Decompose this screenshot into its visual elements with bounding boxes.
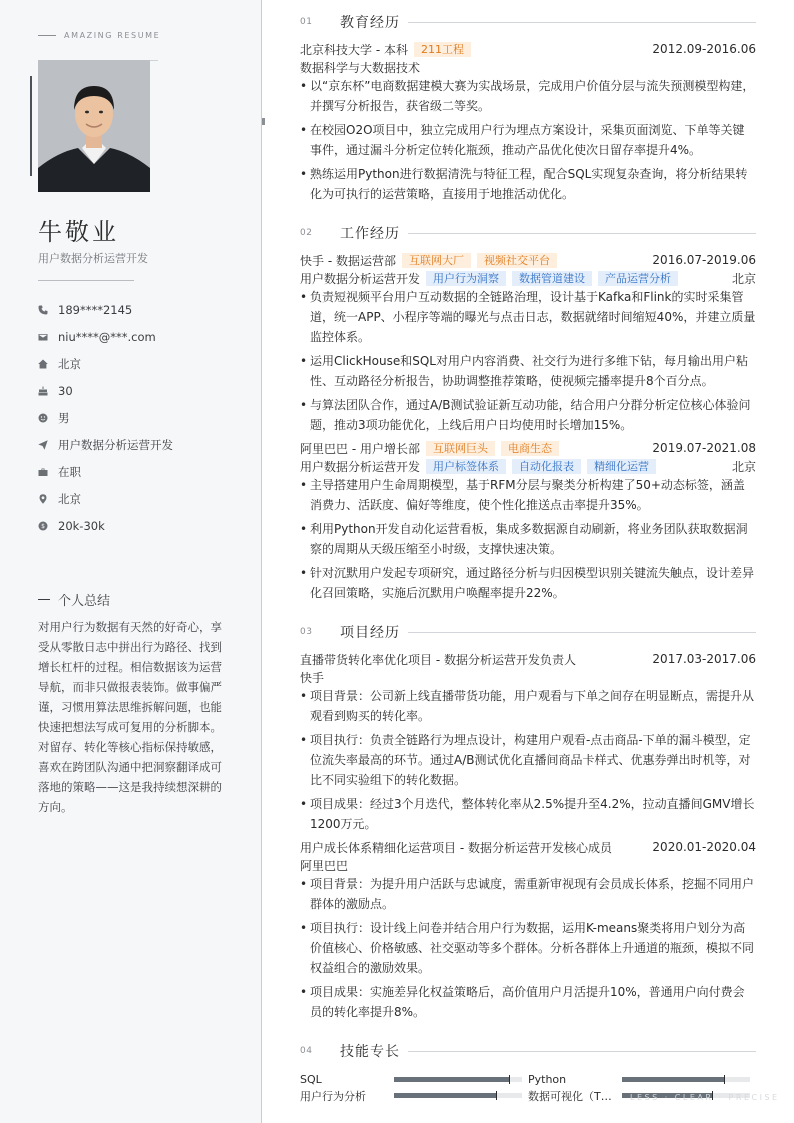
skill-name: 数据可视化（T… [528, 1089, 612, 1103]
skill-name: 用户行为分析 [300, 1089, 366, 1103]
role-tag: 自动化报表 [512, 459, 581, 474]
section-number: 03 [300, 627, 313, 637]
section-project-header [300, 622, 756, 642]
location-icon [38, 494, 58, 504]
section-number: 01 [300, 17, 313, 27]
money-icon [38, 521, 58, 531]
list-item: • 项目执行：负责全链路行为埋点设计，构建用户观看-点击商品-下单的漏斗模型，定位流失率最高的环节。通过A/B测试优化直播间商品卡样式、优惠券弹出时机等，对比不同实验组下的转化数据。 [300, 733, 751, 787]
watermark: LESS · CLEAR · PRECISE [630, 1093, 780, 1102]
work-company-row [300, 251, 756, 269]
skill-fill [394, 1093, 496, 1098]
education-major-row [300, 58, 756, 76]
project-title: 用户成长体系精细化运营项目 - 数据分析运营开发核心成员 [300, 840, 612, 855]
section-number: 04 [300, 1046, 313, 1056]
list-item: • 主导搭建用户生命周期模型，基于RFM分层与聚类分析构建了50+动态标签，涵盖消费力、活跃度、偏好等维度，使个性化推送点击率提升35%。 [300, 478, 745, 512]
work-role: 用户数据分析运营开发 [300, 271, 421, 286]
work-company: 阿里巴巴 - 用户增长部 [300, 441, 420, 456]
summary-title: 个人总结 [58, 594, 111, 609]
skill-name: Python [528, 1073, 567, 1086]
education-tag: 211工程 [414, 42, 471, 57]
project-title: 直播带货转化率优化项目 - 数据分析运营开发负责人 [300, 652, 576, 667]
skill-fill [622, 1077, 724, 1082]
title-divider [38, 280, 134, 281]
section-rule [408, 22, 756, 23]
skill-item [300, 1073, 528, 1086]
work-role-row [300, 269, 756, 287]
project-org: 阿里巴巴 [300, 858, 349, 873]
info-target-role [38, 431, 248, 458]
avatar [38, 60, 150, 192]
project-org: 快手 [300, 670, 325, 685]
role-tag: 用户标签体系 [426, 459, 506, 474]
list-item: • 利用Python开发自动化运营看板，集成多数据源自动刷新，将业务团队获取数据洞察的周期从天级压缩至小时级，支撑快速决策。 [300, 522, 748, 556]
info-location [38, 485, 248, 512]
person-title: 用户数据分析运营开发 [38, 252, 148, 265]
project-date: 2017.03-2017.06 [652, 652, 756, 666]
brand-label: AMAZING RESUME [64, 31, 161, 40]
info-text: 用户数据分析运营开发 [58, 437, 173, 452]
project-title-row [300, 650, 756, 668]
list-item: • 项目背景：公司新上线直播带货功能，用户观看与下单之间存在明显断点，需提升从观看到购买的转化率。 [300, 689, 755, 723]
info-phone [38, 296, 248, 323]
work-tag: 电商生态 [501, 441, 559, 456]
list-item: • 以“京东杯”电商数据建模大赛为实战场景，完成用户价值分层与流失预测模型构建，并撰写分析报告，获省级二等奖。 [300, 79, 755, 113]
project-date: 2020.01-2020.04 [652, 840, 756, 854]
education-date: 2012.09-2016.06 [652, 42, 756, 56]
info-home [38, 350, 248, 377]
project-bullets [300, 686, 756, 838]
sidebar-edge-mark [262, 118, 265, 125]
briefcase-icon [38, 467, 58, 477]
skill-fill [394, 1077, 509, 1082]
send-icon [38, 440, 58, 450]
summary-heading [38, 590, 110, 609]
list-item: • 运用ClickHouse和SQL对用户内容消费、社交行为进行多维下钻，每月输出用户粘性、互动路径分析报告，协助调整推荐策略，使视频完播率提升8个百分点。 [300, 354, 748, 388]
info-text: 北京 [58, 356, 81, 371]
work-city: 北京 [731, 459, 756, 474]
project-bullets [300, 874, 756, 1026]
role-tag: 精细化运营 [587, 459, 656, 474]
contact-info-list [38, 296, 248, 539]
section-work-header [300, 223, 756, 243]
work-city: 北京 [731, 271, 756, 286]
svg-text:$: $ [41, 522, 45, 530]
work-bullets [300, 287, 756, 439]
face-icon [38, 413, 58, 423]
cake-icon [38, 386, 58, 396]
section-title: 技能专长 [340, 1044, 400, 1060]
education-school: 北京科技大学 - 本科 [300, 42, 408, 57]
section-rule [408, 233, 756, 234]
info-text: 20k-30k [58, 518, 105, 533]
list-item: • 在校园O2O项目中，独立完成用户行为埋点方案设计，采集页面浏览、下单等关键事件，通过漏斗分析定位转化瓶颈，推动产品优化使次日留存率提升4%。 [300, 123, 745, 157]
info-gender [38, 404, 248, 431]
list-item: • 项目成果：实施差异化权益策略后，高价值用户月活提升10%，普通用户向付费会员的转化率提升8%。 [300, 985, 745, 1019]
mail-icon [38, 332, 58, 342]
info-text: 在职 [58, 464, 81, 479]
skill-marker [724, 1075, 725, 1084]
work-bullets [300, 475, 756, 607]
education-major: 数据科学与大数据技术 [300, 60, 421, 75]
project-title-row [300, 838, 756, 856]
education-row [300, 40, 756, 58]
info-text: niu****@***.com [58, 329, 156, 344]
list-item: • 负责短视频平台用户互动数据的全链路治理，设计基于Kafka和Flink的实时采集管道，统一APP、小程序等端的曝光与点击日志，数据就绪时间缩短40%，并建立质量监控体系。 [300, 290, 756, 344]
skill-name: SQL [300, 1073, 322, 1086]
skill-bar [394, 1077, 522, 1082]
skill-marker [509, 1075, 510, 1084]
info-text: 男 [58, 410, 70, 425]
list-item: • 项目执行：设计线上问卷并结合用户行为数据，运用K-means聚类将用户划分为高价值核心、价格敏感、社交驱动等多个群体。分析各群体上升通道的瓶颈，模拟不同权益组合的激励效果。 [300, 921, 755, 975]
person-name: 牛敬业 [38, 218, 119, 246]
skill-item [528, 1073, 756, 1086]
role-tag: 产品运营分析 [598, 271, 678, 286]
skill-row [300, 1072, 756, 1087]
info-status [38, 458, 248, 485]
info-email [38, 323, 248, 350]
avatar-portrait [38, 60, 150, 192]
work-company-row [300, 439, 756, 457]
work-role-row [300, 457, 756, 475]
project-org-row [300, 668, 756, 686]
info-text: 189****2145 [58, 302, 133, 317]
work-date: 2019.07-2021.08 [652, 441, 756, 455]
work-tag: 视频社交平台 [477, 253, 557, 268]
home-icon [38, 359, 58, 369]
skill-marker [496, 1091, 497, 1100]
section-rule [408, 632, 756, 633]
list-item: • 针对沉默用户发起专项研究，通过路径分析与归因模型识别关键流失触点，设计差异化召回策略，实施后沉默用户唤醒率提升22%。 [300, 566, 755, 600]
skill-item [300, 1088, 528, 1104]
role-tag: 数据管道建设 [512, 271, 592, 286]
photo-accent-bar [30, 76, 32, 176]
brand [38, 31, 160, 40]
info-text: 30 [58, 383, 73, 398]
skill-bar [622, 1077, 750, 1082]
list-item: • 与算法团队合作，通过A/B测试验证新互动功能，结合用户分群分析定位核心体验问题，推动3项功能优化，上线后用户日均使用时长增加15%。 [300, 398, 751, 432]
section-education-header [300, 12, 756, 32]
section-rule [408, 1051, 756, 1052]
project-org-row [300, 856, 756, 874]
section-number: 02 [300, 228, 313, 238]
section-skills-header [300, 1041, 756, 1061]
section-title: 项目经历 [340, 625, 400, 641]
skill-bar [394, 1093, 522, 1098]
sidebar [0, 0, 262, 1123]
section-title: 教育经历 [340, 15, 400, 31]
work-date: 2016.07-2019.06 [652, 253, 756, 267]
summary-text: 对用户行为数据有天然的好奇心，享受从零散日志中拼出行为路径、找到增长杠杆的过程。相信数据该为运营导航，而非只做报表装饰。做事偏严谨，习惯用算法思维拆解问题，也能快速把想法写成可复用的分析脚本。对留存、转化等核心指标保持敏感，喜欢在跨团队沟通中把洞察翻译成可落地的策略——这是我持续想深耕的方向。 [38, 620, 222, 814]
list-item: • 项目背景：为提升用户活跃与忠诚度，需重新审视现有会员成长体系，挖掘不同用户群体的激励点。 [300, 877, 755, 911]
section-title: 工作经历 [340, 226, 400, 242]
work-tag: 互联网大厂 [402, 253, 471, 268]
info-salary [38, 512, 248, 539]
phone-icon [38, 305, 58, 315]
education-bullets [300, 76, 756, 208]
work-tag: 互联网巨头 [426, 441, 495, 456]
role-tag: 用户行为洞察 [426, 271, 506, 286]
work-role: 用户数据分析运营开发 [300, 459, 421, 474]
info-text: 北京 [58, 491, 81, 506]
list-item: • 熟练运用Python进行数据清洗与特征工程，配合SQL实现复杂查询，将分析结果转化为可执行的运营策略，直接用于地推活动优化。 [300, 167, 748, 201]
list-item: • 项目成果：经过3个月迭代，整体转化率从2.5%提升至4.2%，拉动直播间GMV增长1200万元。 [300, 797, 755, 831]
work-company: 快手 - 数据运营部 [300, 253, 396, 268]
info-age [38, 377, 248, 404]
